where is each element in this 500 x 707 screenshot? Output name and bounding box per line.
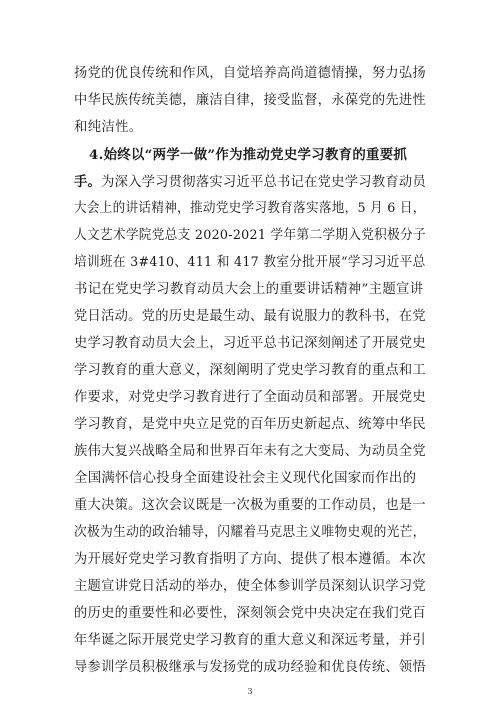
text-line xyxy=(74,172,426,192)
text-line: 学习教育，是党中央立足党的百年历史新起点、统筹中华民 xyxy=(74,417,426,432)
text-line: 中华民族传统美德，廉洁自律，接受监督，永葆党的先进性 xyxy=(74,93,426,108)
text-line-rest: 为深入学习贯彻落实习近平总书记在党史学习教育动员 xyxy=(101,175,426,190)
text-line: 史学习教育动员大会上，习近平总书记深刻阐述了开展党史 xyxy=(74,336,426,351)
page-number: 3 xyxy=(247,687,253,696)
text-line: 族伟大复兴战略全局和世界百年未有之大变局、为动员全党 xyxy=(74,444,426,459)
text-line: 学习教育的重大意义，深刻阐明了党史学习教育的重点和工 xyxy=(74,363,426,378)
text-line: 重大决策。这次会议既是一次极为重要的工作动员，也是一 xyxy=(74,498,426,513)
text-line: 为开展好党史学习教育指明了方向、提供了根本遵循。本次 xyxy=(74,552,426,567)
text-line: 书记在党史学习教育动员大会上的重要讲话精神”主题宣讲 xyxy=(74,282,424,297)
heading-continuation: 手。 xyxy=(74,174,102,190)
text-line: 大会上的讲话精神，推动党史学习教育落实落地，5 月 6 日， xyxy=(74,201,426,216)
text-line: 主题宣讲党日活动的举办，使全体参训学员深刻认识学习党 xyxy=(74,579,426,594)
text-line: 人文艺术学院党总支 2020-2021 学年第二学期入党积极分子 xyxy=(74,228,426,243)
text-line: 年华诞之际开展党史学习教育的重大意义和深远考量，并引 xyxy=(74,633,426,648)
text-line: 和纯洁性。 xyxy=(74,120,143,135)
text-line: 作要求，对党史学习教育进行了全面动员和部署。开展党史 xyxy=(74,390,426,405)
text-line: 全国满怀信心投身全面建设社会主义现代化国家而作出的 xyxy=(74,471,417,486)
text-line: 党日活动。党的历史是最生动、最有说服力的教科书，在党 xyxy=(74,309,426,324)
text-line: 扬党的优良传统和作风，自觉培养高尚道德情操，努力弘扬 xyxy=(74,66,426,81)
text-line: 的历史的重要性和必要性，深刻领会党中央决定在我们党百 xyxy=(74,606,426,621)
text-line: 导参训学员积极继承与发扬党的成功经验和优良传统、领悟 xyxy=(74,660,426,675)
text-line: 次极为生动的政治辅导，闪耀着马克思主义唯物史观的光芒， xyxy=(74,525,426,540)
section-heading: 4.始终以“两学一做”作为推动党史学习教育的重要抓 xyxy=(89,147,408,163)
text-line: 培训班在 3#410、411 和 417 教室分批开展“学习习近平总 xyxy=(74,255,426,270)
